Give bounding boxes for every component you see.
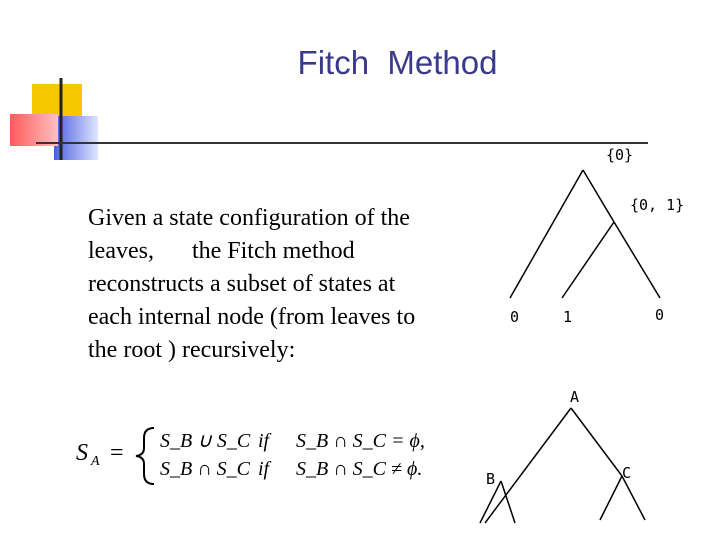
lower-edge-c-right bbox=[622, 476, 645, 520]
lower-edge-a-left bbox=[485, 408, 571, 523]
formula-case2-if: if bbox=[258, 458, 270, 480]
body-line-5: the root ) recursively: bbox=[88, 337, 296, 363]
node-a-label: A bbox=[570, 388, 580, 406]
formula-equals: = bbox=[110, 440, 124, 466]
body-line-2a: leaves, bbox=[88, 238, 154, 264]
formula-case1-expr: S_B ∪ S_C bbox=[160, 430, 251, 452]
formula-case1-if: if bbox=[258, 430, 270, 452]
lower-edge-b-right bbox=[501, 481, 515, 523]
formula-case2-cond: S_B ∩ S_C ≠ ϕ. bbox=[296, 458, 423, 480]
lower-edge-c-left bbox=[600, 476, 622, 520]
node-c-label: C bbox=[622, 464, 632, 482]
upper-edge-root-left bbox=[510, 170, 583, 298]
leaf-label-1: 0 bbox=[510, 308, 520, 326]
body-line-1: Given a state configuration of the bbox=[88, 205, 410, 231]
root-label: {0} bbox=[606, 146, 634, 164]
leaf-label-3: 0 bbox=[655, 306, 665, 324]
node-b-label: B bbox=[486, 470, 496, 488]
formula-lhs-sub: A bbox=[91, 454, 100, 469]
upper-edge-internal-right bbox=[614, 222, 660, 298]
formula-lhs: S bbox=[76, 440, 88, 466]
leaf-label-2: 1 bbox=[563, 308, 573, 326]
body-line-2b: the Fitch method bbox=[191, 238, 355, 264]
body-line-3: reconstructs a subset of states at bbox=[88, 271, 396, 297]
lower-edge-a-right bbox=[571, 408, 622, 476]
formula-case1-cond: S_B ∩ S_C = ϕ, bbox=[296, 430, 425, 452]
formula-case2-expr: S_B ∩ S_C bbox=[160, 458, 250, 480]
upper-edge-internal-left bbox=[562, 222, 614, 298]
upper-edge-root-internal bbox=[583, 170, 614, 222]
internal-node-label: {0, 1} bbox=[630, 196, 685, 214]
slide-title: Fitch Method bbox=[297, 44, 498, 81]
body-line-4: each internal node (from leaves to bbox=[88, 304, 416, 330]
